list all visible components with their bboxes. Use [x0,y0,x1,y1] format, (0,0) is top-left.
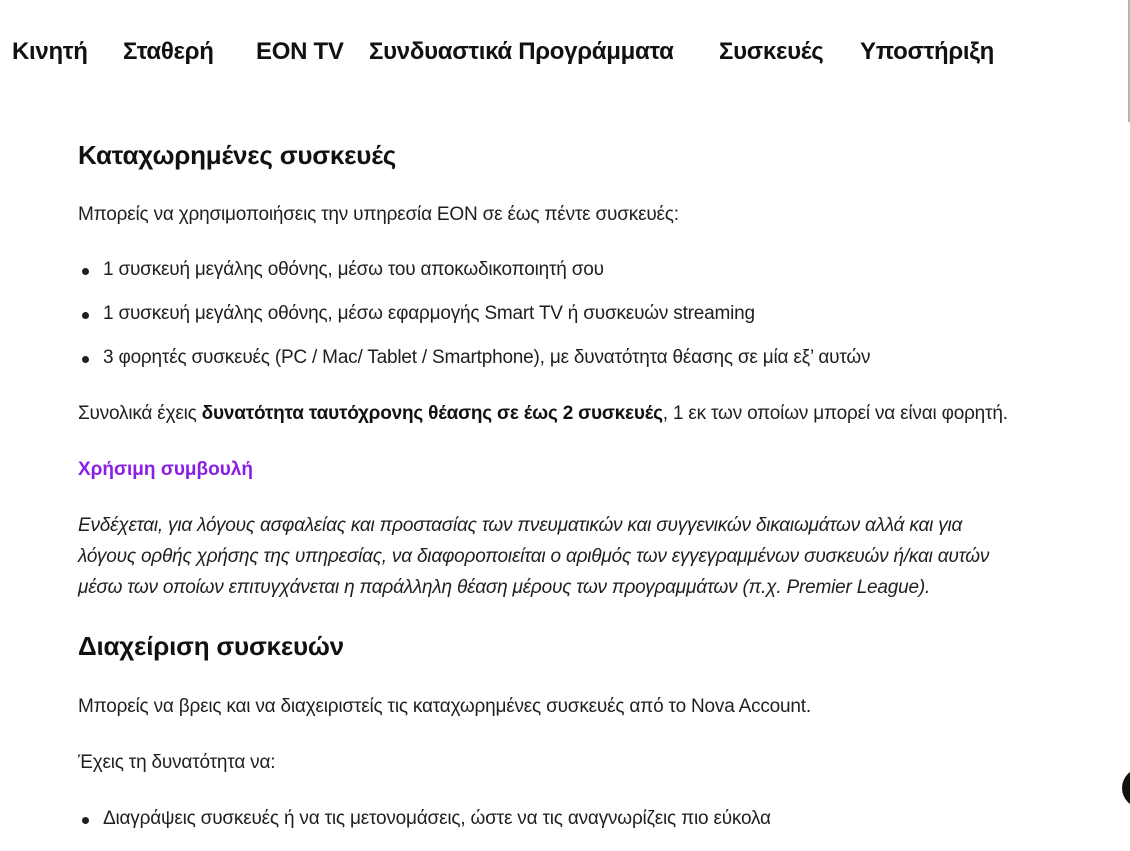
list-item-text: 1 συσκευή μεγάλης οθόνης, μέσω του αποκωδικοποιητή σου [103,259,604,280]
tip-line: λόγους ορθής χρήσης της υπηρεσίας, να διαφοροποιείται ο αριθμός των εγγεγραμμένων συσκευών ή/και αυτών [78,546,990,567]
summary-text-bold: δυνατότητα ταυτόχρονης θέασης σε έως 2 συσκευές [201,403,663,424]
summary-text-post: , 1 εκ των οποίων μπορεί να είναι φορητή. [662,403,1008,424]
bullet-icon [82,356,89,363]
chat-icon[interactable] [1122,768,1130,808]
bullet-icon [82,268,89,275]
nav-item-bundles[interactable]: Συνδυαστικά Προγράμματα [369,38,674,65]
useful-tip-text [78,510,1113,603]
nav-item-support[interactable]: Υποστήριξη [860,38,995,65]
device-management-intro: Μπορείς να βρεις και να διαχειριστείς τις καταχωρημένες συσκευές από το Nova Account. [78,696,811,717]
nav-item-fixed[interactable]: Σταθερή [123,38,214,65]
tip-line: μέσω των οποίων επιτυγχάνεται η παράλληλη θέαση μέρους των προγραμμάτων (π.χ. Premier League). [78,577,931,598]
nav-item-devices[interactable]: Συσκευές [719,38,824,65]
summary-text-pre: Συνολικά έχεις [78,403,202,424]
list-item-text: Διαγράψεις συσκευές ή να τις μετονομάσεις, ώστε να τις αναγνωρίζεις πιο εύκολα [103,808,771,829]
tip-line: Ενδέχεται, για λόγους ασφαλείας και προστασίας των πνευματικών και συγγενικών δικαιωμάτων αλλά και για [78,515,963,536]
bullet-icon [82,312,89,319]
nav-item-mobile[interactable]: Κινητή [12,38,88,65]
list-item-text: 1 συσκευή μεγάλης οθόνης, μέσω εφαρμογής Smart TV ή συσκευών streaming [103,303,755,324]
simultaneous-viewing-summary [78,403,1008,425]
registered-devices-heading: Καταχωρημένες συσκευές [78,140,397,170]
device-management-heading: Διαχείριση συσκευών [78,631,344,661]
list-item-text: 3 φορητές συσκευές (PC / Mac/ Tablet / Smartphone), με δυνατότητα θέασης σε μία εξ’ αυτών [103,347,871,368]
bullet-icon [82,817,89,824]
device-management-lead: Έχεις τη δυνατότητα να: [78,752,276,773]
top-navigation [0,0,1130,108]
nav-item-eon-tv[interactable]: EON TV [256,38,344,65]
registered-devices-intro: Μπορείς να χρησιμοποιήσεις την υπηρεσία EON σε έως πέντε συσκευές: [78,204,679,225]
useful-tip-title: Χρήσιμη συμβουλή [78,459,253,480]
